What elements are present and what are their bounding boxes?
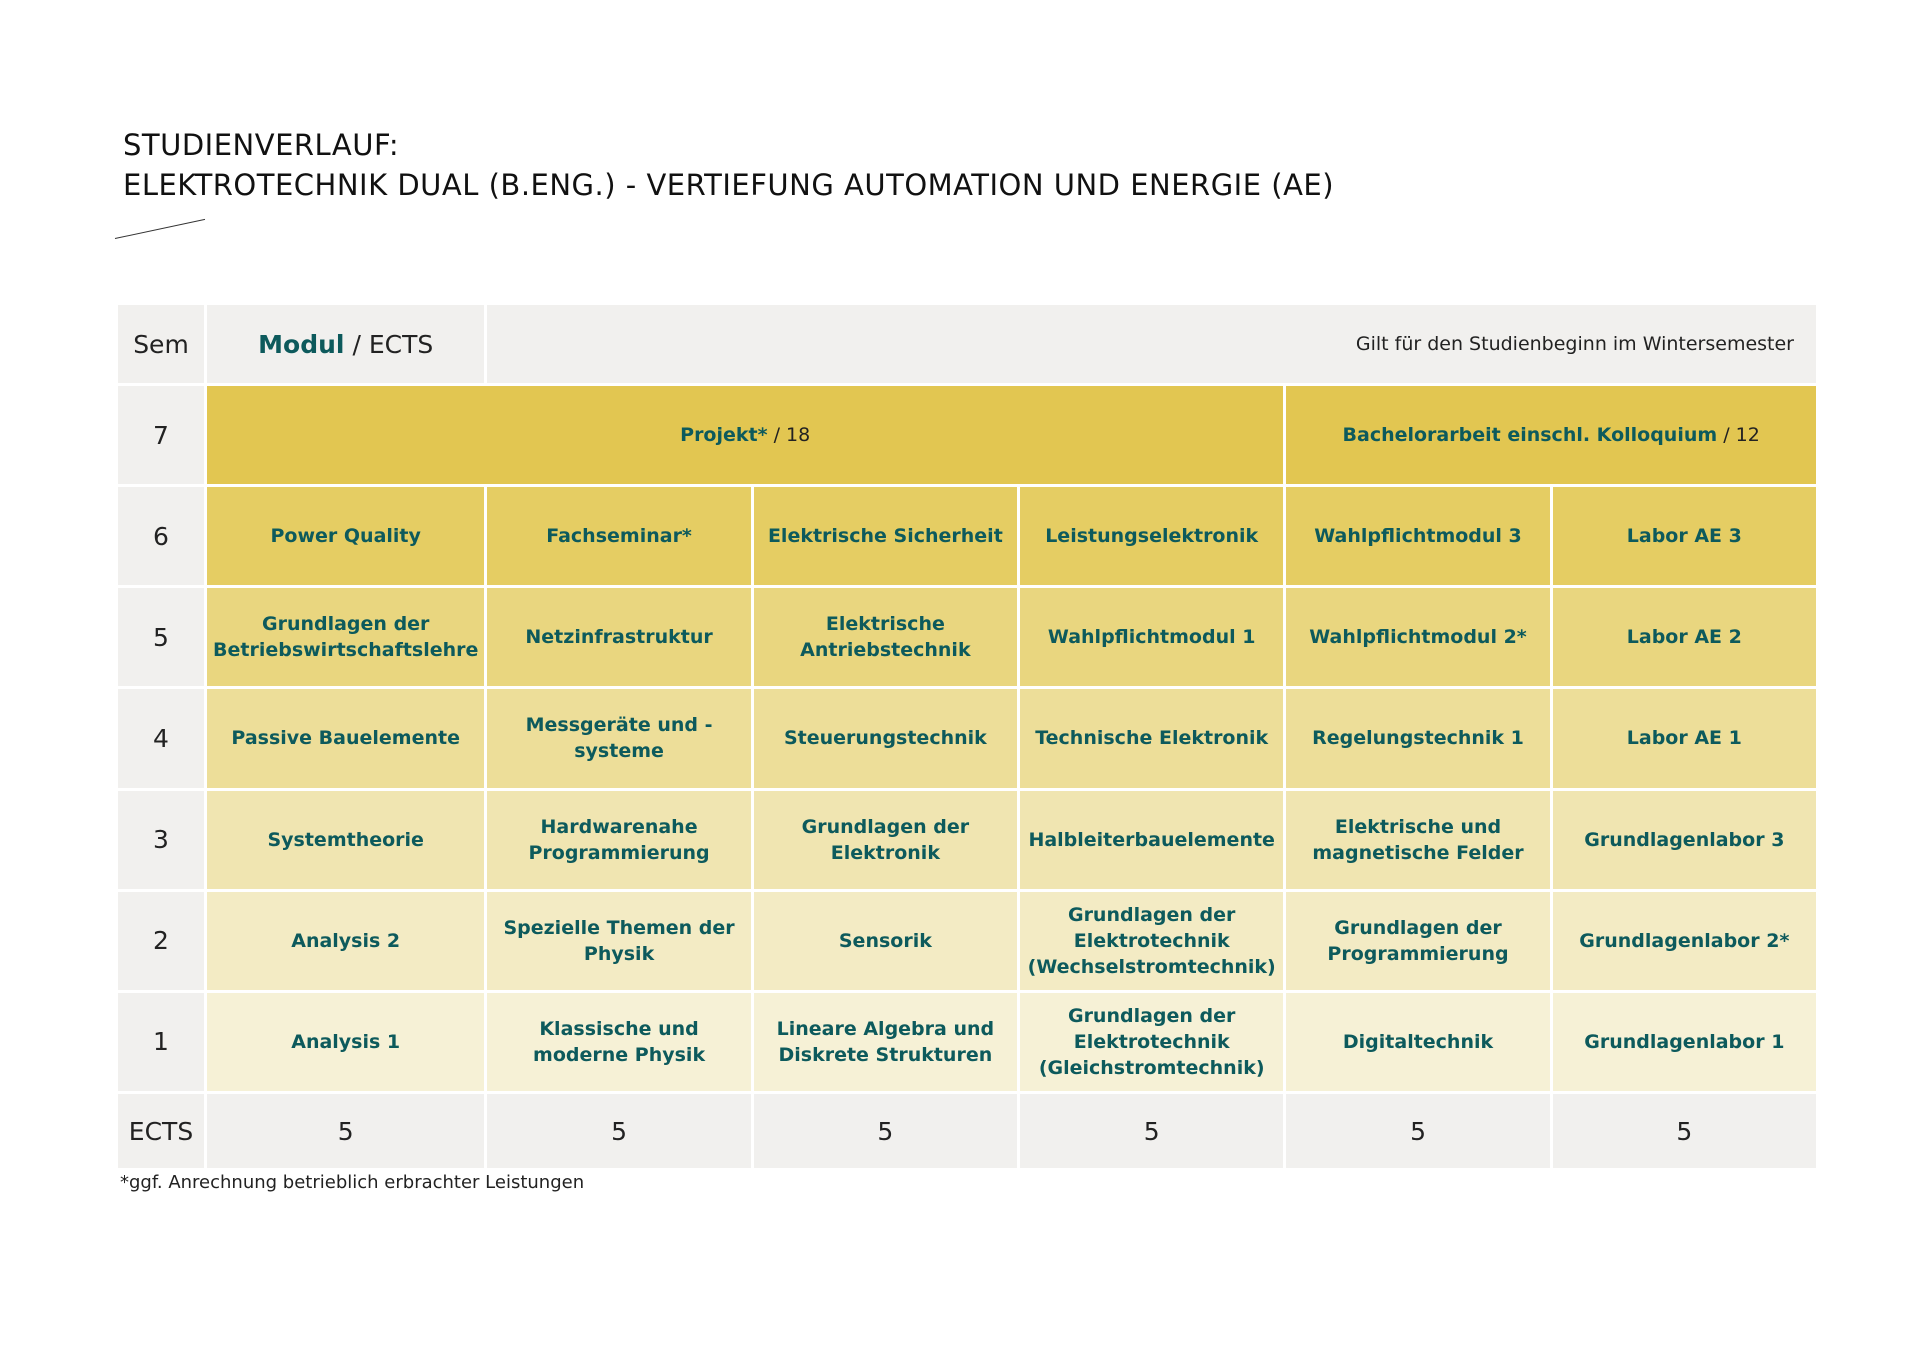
module-projekt: [207, 386, 1283, 484]
module-cell: Analysis 2: [207, 892, 484, 990]
sem-6: 6: [118, 487, 204, 585]
module-cell: Labor AE 1: [1553, 689, 1816, 787]
sem-4: 4: [118, 689, 204, 787]
module-cell: Fachseminar*: [487, 487, 750, 585]
module-cell: Grundlagenlabor 2*: [1553, 892, 1816, 990]
module-cell: Spezielle Themen der Physik: [487, 892, 750, 990]
module-projekt-label: Projekt*: [680, 424, 768, 447]
header-sem: Sem: [118, 305, 204, 383]
ects-value: 5: [754, 1094, 1017, 1168]
module-cell: Power Quality: [207, 487, 484, 585]
module-cell: Halbleiterbauelemente: [1020, 791, 1283, 889]
header-note: Gilt für den Studienbeginn im Wintersemester: [487, 305, 1816, 383]
module-bachelorarbeit-label: Bachelorarbeit einschl. Kolloquium: [1342, 424, 1718, 447]
sem-2: 2: [118, 892, 204, 990]
sem-1: 1: [118, 993, 204, 1091]
module-cell: Grundlagen der Programmierung: [1286, 892, 1549, 990]
page-title: [123, 125, 1334, 205]
ects-label: ECTS: [118, 1094, 204, 1168]
module-cell: Grundlagen der Elektronik: [754, 791, 1017, 889]
module-cell: Analysis 1: [207, 993, 484, 1091]
module-cell: Digitaltechnik: [1286, 993, 1549, 1091]
module-cell: Wahlpflichtmodul 1: [1020, 588, 1283, 686]
module-cell: Labor AE 2: [1553, 588, 1816, 686]
ects-value: 5: [487, 1094, 750, 1168]
header-modul-ects: [207, 305, 484, 383]
module-cell: Leistungselektronik: [1020, 487, 1283, 585]
module-cell: Wahlpflichtmodul 2*: [1286, 588, 1549, 686]
title-line-2: ELEKTROTECHNIK DUAL (B.ENG.) - VERTIEFUNG AUTOMATION UND ENERGIE (AE): [123, 168, 1335, 202]
module-cell: Hardwarenahe Programmierung: [487, 791, 750, 889]
module-cell: Elektrische Sicherheit: [754, 487, 1017, 585]
sem-5: 5: [118, 588, 204, 686]
study-plan-table: [118, 305, 1816, 1168]
header-modul: Modul: [258, 329, 345, 359]
ects-value: 5: [1553, 1094, 1816, 1168]
module-cell: Grundlagenlabor 3: [1553, 791, 1816, 889]
module-cell: Lineare Algebra und Diskrete Strukturen: [754, 993, 1017, 1091]
module-cell: Elektrische Antriebstechnik: [754, 588, 1017, 686]
module-cell: Grundlagen der Betriebswirtschaftslehre: [207, 588, 484, 686]
module-cell: Grundlagenlabor 1: [1553, 993, 1816, 1091]
header-ects: / ECTS: [344, 329, 434, 359]
footnote: *ggf. Anrechnung betrieblich erbrachter Leistungen: [120, 1172, 585, 1193]
module-projekt-ects: / 18: [767, 424, 811, 447]
title-line-1: STUDIENVERLAUF:: [123, 128, 400, 162]
module-cell: Sensorik: [754, 892, 1017, 990]
module-cell: Elektrische und magnetische Felder: [1286, 791, 1549, 889]
ects-value: 5: [207, 1094, 484, 1168]
ects-value: 5: [1020, 1094, 1283, 1168]
module-cell: Technische Elektronik: [1020, 689, 1283, 787]
module-cell: Messgeräte und -systeme: [487, 689, 750, 787]
module-cell: Netzinfrastruktur: [487, 588, 750, 686]
module-bachelorarbeit: [1286, 386, 1816, 484]
title-divider: [115, 219, 205, 239]
module-cell: Passive Bauelemente: [207, 689, 484, 787]
module-bachelorarbeit-ects: / 12: [1717, 424, 1760, 447]
sem-3: 3: [118, 791, 204, 889]
module-cell: Grundlagen der Elektrotechnik (Gleichstromtechnik): [1020, 993, 1283, 1091]
module-cell: Wahlpflichtmodul 3: [1286, 487, 1549, 585]
module-cell: Klassische und moderne Physik: [487, 993, 750, 1091]
module-cell: Systemtheorie: [207, 791, 484, 889]
module-cell: Labor AE 3: [1553, 487, 1816, 585]
ects-value: 5: [1286, 1094, 1549, 1168]
module-cell: Steuerungstechnik: [754, 689, 1017, 787]
module-cell: Grundlagen der Elektrotechnik (Wechselstromtechnik): [1020, 892, 1283, 990]
module-cell: Regelungstechnik 1: [1286, 689, 1549, 787]
sem-7: 7: [118, 386, 204, 484]
